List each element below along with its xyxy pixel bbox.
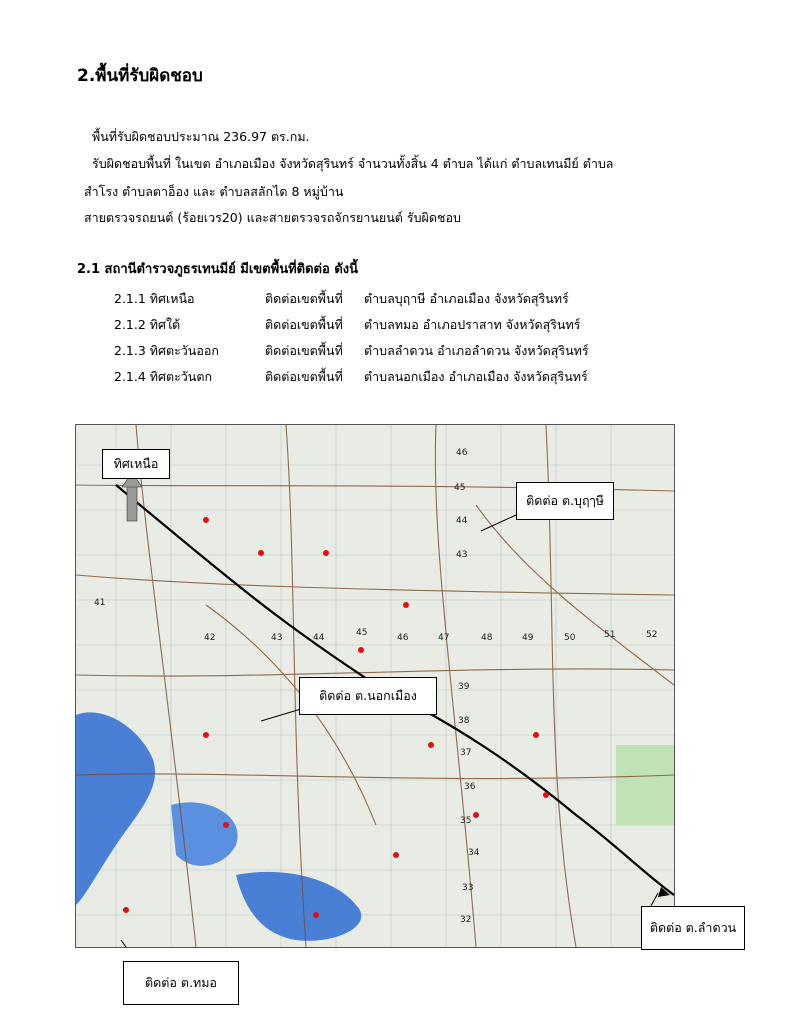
grid-label-r33: 33 (462, 883, 474, 893)
callout-lamduan: ติดต่อ ต.ลำดวน (641, 906, 745, 950)
border-area-north: ตำบลบุฤาษี อำเภอเมือง จังหวัดสุรินทร์ (364, 291, 569, 306)
grid-label-50: 50 (564, 633, 576, 643)
north-label: ทิศเหนือ (102, 449, 170, 479)
subsection-title: 2.1 สถานีตำรวจภูธรเทนมีย์ มีเขตพื้นที่ติดต่อ ดังนี้ (77, 262, 358, 277)
grid-label-48: 48 (481, 633, 493, 643)
jurisdiction-map (75, 424, 675, 948)
border-label-east: ติดต่อเขตพื้นที่ (265, 343, 343, 358)
border-label-north: ติดต่อเขตพื้นที่ (265, 291, 343, 306)
area-line: พื้นที่รับผิดชอบประมาณ 236.97 ตร.กม. (92, 129, 310, 144)
grid-label-44: 44 (313, 633, 325, 643)
grid-label-r38: 38 (458, 716, 470, 726)
grid-label-r45: 45 (454, 483, 466, 493)
callout-nokmueang: ติดต่อ ต.นอกเมือง (299, 677, 437, 715)
grid-label-r37: 37 (460, 748, 472, 758)
grid-label-45: 45 (356, 628, 368, 638)
border-label-south: ติดต่อเขตพื้นที่ (265, 317, 343, 332)
border-num-south: 2.1.2 ทิศใต้ (114, 317, 181, 332)
patrol-line: สายตรวจรถยนต์ (ร้อยเวร20) และสายตรวจรถจักรยานยนต์ รับผิดชอบ (84, 210, 461, 225)
grid-label-r39: 39 (458, 682, 470, 692)
grid-label-r35: 35 (460, 816, 472, 826)
grid-label-r34: 34 (468, 848, 480, 858)
border-num-north: 2.1.1 ทิศเหนือ (114, 291, 195, 306)
border-num-east: 2.1.3 ทิศตะวันออก (114, 343, 219, 358)
grid-label-43: 43 (271, 633, 283, 643)
grid-label-r36: 36 (464, 782, 476, 792)
grid-label-51: 51 (604, 630, 616, 640)
border-num-west: 2.1.4 ทิศตะวันตก (114, 369, 213, 384)
callout-thamo: ติดต่อ ต.ทมอ (123, 961, 239, 1005)
responsibility-line: รับผิดชอบพื้นที่ ในเขต อำเภอเมือง จังหวัดสุรินทร์ จำนวนทั้งสิ้น 4 ตำบล ได้แก่ ตำบลเทนมีย์ ตำบล (92, 156, 614, 171)
grid-label-46: 46 (397, 633, 409, 643)
border-area-south: ตำบลทมอ อำเภอปราสาท จังหวัดสุรินทร์ (364, 317, 581, 332)
grid-label-42: 42 (204, 633, 216, 643)
border-label-west: ติดต่อเขตพื้นที่ (265, 369, 343, 384)
border-area-west: ตำบลนอกเมือง อำเภอเมือง จังหวัดสุรินทร์ (364, 369, 588, 384)
grid-label-r43: 43 (456, 550, 468, 560)
grid-label-49: 49 (522, 633, 534, 643)
grid-label-41: 41 (94, 598, 106, 608)
grid-label-r44: 44 (456, 516, 468, 526)
callout-buruesi: ติดต่อ ต.บุฤๅษี (516, 482, 614, 520)
grid-label-r46: 46 (456, 448, 468, 458)
grid-label-52: 52 (646, 630, 658, 640)
grid-label-47: 47 (438, 633, 450, 643)
section-title: 2.พื้นที่รับผิดชอบ (77, 66, 203, 86)
map-green-area (616, 745, 674, 825)
grid-label-r32: 32 (460, 915, 472, 925)
border-area-east: ตำบลลำดวน อำเภอลำดวน จังหวัดสุรินทร์ (364, 343, 589, 358)
responsibility-line-cont: สำโรง ตำบลตาอ็อง และ ตำบลสลักได 8 หมู่บ้าน (84, 184, 344, 199)
